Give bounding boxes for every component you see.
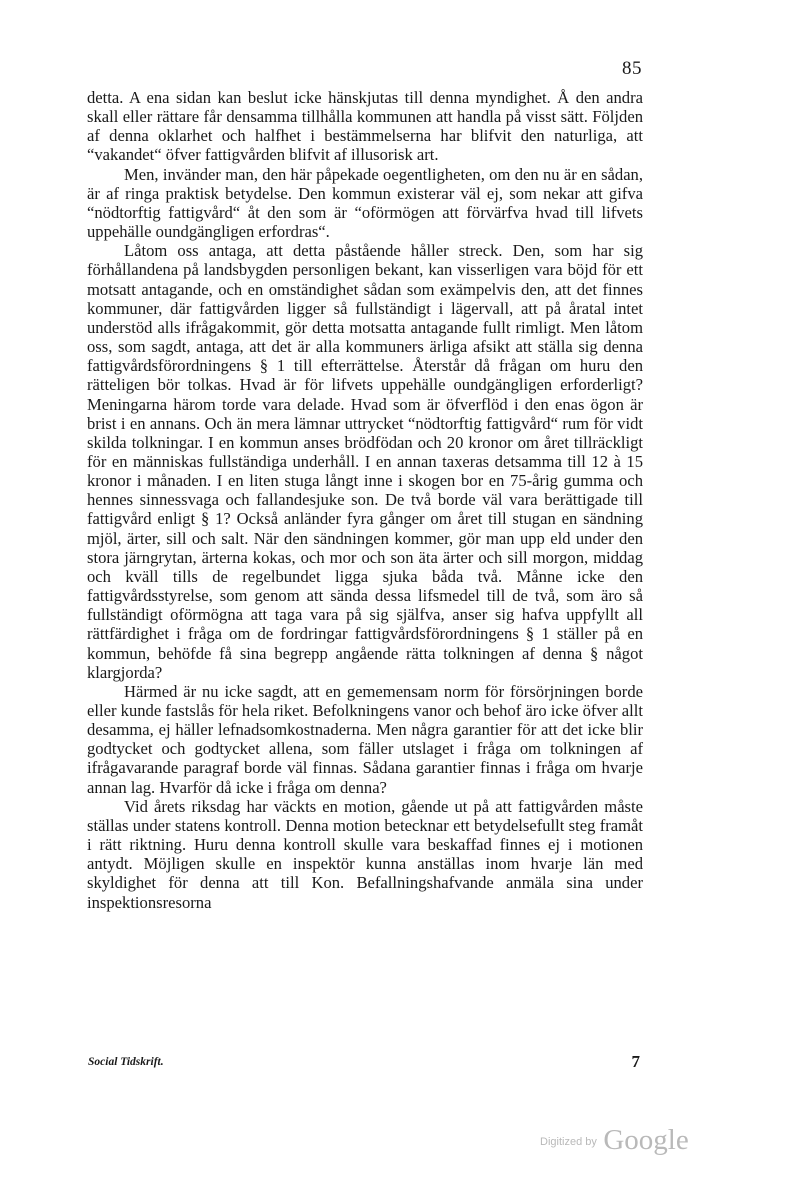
signature-mark: 7 [631, 1052, 640, 1071]
watermark-brand: Google [603, 1124, 689, 1156]
paragraph: Låtom oss antaga, att detta påstående håller streck. Den, som har sig förhållandena på landsbygden personligen bekant, kan visserligen vara böjd för ett motsatt antagande, och en omständighet sådan som exämpelvis den, att det finnes kommuner, där fattigvården ligger så fullständigt i lägervall, att på åratal intet understöd alls ifrågakommit, gör detta motsatta antagande fullt rimligt. Men låtom oss, som sagdt, antaga, att det är alla kommuners ärliga afsikt att ställa sig denna fattigvårdsförordningens § 1 till efterrättelse. Återstår då frågan om huru den rätteligen bör tolkas. Hvad är för lifvets uppehälle oundgängligen erforderligt? Meningarna härom torde vara delade. Hvad som är öfverflöd i den enas ögon är brist i en annans. Och än mera lämnar uttrycket “nödtorftig fattigvård“ rum för vidt skilda tolkningar. I en kommun anses brödfödan och 20 kronor om året tillräckligt för en människas fullständiga underhåll. I en annan taxeras detsamma till 12 à 15 kronor i månaden. I en liten stuga långt inne i skogen bor en 75-årig gumma och hennes sinnessvaga och fallandesjuke son. De två borde väl vara berättigade till fattigvård enligt § 1? Också anländer fyra gånger om året till stugan en sändning mjöl, ärter, sill och salt. När den sändningen kommer, gör man upp eld under den stora järngrytan, ärterna kokas, och mor och son äta ärter och sill morgon, middag och kväll tills de regelbundet ligga sjuka båda två. Månne icke den fattigvårdsstyrelse, som genom att sända dessa lifsmedel till de två, som äro så fullständigt oförmögna att taga vara på sig själfva, anser sig hafva uppfyllt all rättfärdighet i fråga om de fordringar fattigvårdsförordningens § 1 ställer på en kommun, behöfde få sina begrepp angående rätta tolkningen af denna § något klargjorda? [87, 241, 643, 682]
paragraph: detta. A ena sidan kan beslut icke hänskjutas till denna myndighet. Å den andra skall eller rättare får densamma tillhålla kommunen att handla på visst sätt. Följden af denna oklarhet och halfhet i bestämmelserna har blifvit den naturliga, att “vakandet“ öfver fattigvården blifvit af illusorisk art. [87, 88, 643, 165]
body-text [87, 88, 643, 912]
paragraph: Härmed är nu icke sagdt, att en gememensam norm för försörjningen borde eller kunde fastslås för hela riket. Befolkningens vanor och behof äro icke öfver allt desamma, ej häller lefnadsomkostnaderna. Men några garantier för att det icke blir godtycket och godtycket allena, som fäller utslaget i fråga om tolkningen af ifrågavarande paragraf borde väl finnas. Sådana garantier finnas i fråga om hvarje annan lag. Hvarför då icke i fråga om denna? [87, 681, 643, 797]
paragraph: Vid årets riksdag har väckts en motion, gående ut på att fattigvården måste ställas under statens kontroll. Denna motion betecknar ett betydelsefullt steg framåt i rätt riktning. Huru denna kontroll skulle vara beskaffad finnes ej i motionen antydt. Möjligen skulle en inspektör kunna anställas inom hvarje län med skyldighet för denna att till Kon. Befallningshafvande anmäla sina under inspektionsresorna [87, 796, 643, 912]
page-footer [88, 1052, 644, 1076]
journal-title: Social Tidskrift. [88, 1056, 164, 1068]
paragraph: Men, invänder man, den här påpekade oegentligheten, om den nu är en sådan, är af ringa praktisk betydelse. Den kommun existerar väl ej, som nekar att gifva “nödtorftig fattigvård“ åt den som är “oförmögen att förvärfva hvad till lifvets uppehälle oundgängligen erfordras“. [87, 164, 643, 242]
digitization-watermark [540, 1124, 689, 1157]
page-number: 85 [622, 58, 642, 79]
watermark-prefix: Digitized by [540, 1136, 597, 1148]
